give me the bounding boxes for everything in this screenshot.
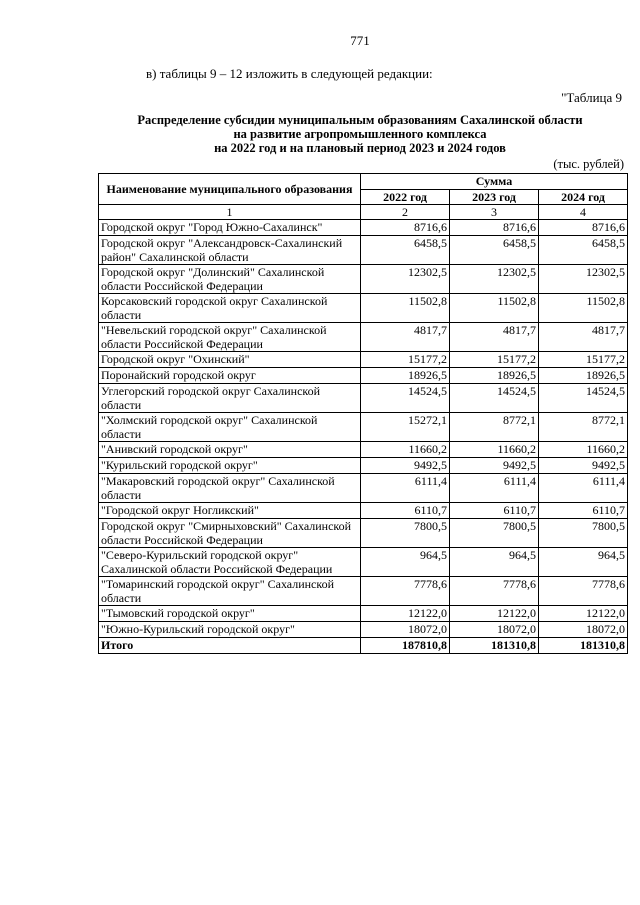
value-2024: 8716,6 bbox=[539, 220, 628, 236]
value-2023: 18926,5 bbox=[450, 368, 539, 384]
page-number: 771 bbox=[350, 33, 370, 48]
value-2022: 11502,8 bbox=[361, 294, 450, 323]
value-2024: 18926,5 bbox=[539, 368, 628, 384]
value-2023: 15177,2 bbox=[450, 352, 539, 368]
municipality-name: Городской округ "Александровск-Сахалинский район" Сахалинской области bbox=[99, 236, 361, 265]
value-2024: 12122,0 bbox=[539, 606, 628, 622]
table-row bbox=[99, 442, 628, 458]
subsidies-table bbox=[98, 173, 628, 654]
table-row bbox=[99, 474, 628, 503]
table-row bbox=[99, 323, 628, 352]
value-2024: 11660,2 bbox=[539, 442, 628, 458]
value-2022: 9492,5 bbox=[361, 458, 450, 474]
municipality-name: "Невельский городской округ" Сахалинской области Российской Федерации bbox=[99, 323, 361, 352]
municipality-name: "Макаровский городской округ" Сахалинской области bbox=[99, 474, 361, 503]
municipality-name: Городской округ "Долинский" Сахалинской области Российской Федерации bbox=[99, 265, 361, 294]
table-row bbox=[99, 413, 628, 442]
value-2023: 8772,1 bbox=[450, 413, 539, 442]
value-2023: 4817,7 bbox=[450, 323, 539, 352]
column-number: 1 bbox=[99, 205, 361, 220]
municipality-name: Углегорский городской округ Сахалинской области bbox=[99, 384, 361, 413]
municipality-name: Городской округ "Город Южно-Сахалинск" bbox=[99, 220, 361, 236]
total-2024: 181310,8 bbox=[539, 638, 628, 654]
heading-line-3: на 2022 год и на плановый период 2023 и 2024 годов bbox=[214, 141, 506, 155]
value-2022: 11660,2 bbox=[361, 442, 450, 458]
table-row bbox=[99, 622, 628, 638]
value-2022: 14524,5 bbox=[361, 384, 450, 413]
value-2023: 9492,5 bbox=[450, 458, 539, 474]
value-2023: 7800,5 bbox=[450, 519, 539, 548]
value-2024: 7800,5 bbox=[539, 519, 628, 548]
table-row bbox=[99, 368, 628, 384]
value-2024: 8772,1 bbox=[539, 413, 628, 442]
value-2024: 6110,7 bbox=[539, 503, 628, 519]
value-2023: 8716,6 bbox=[450, 220, 539, 236]
table-row bbox=[99, 220, 628, 236]
value-2024: 15177,2 bbox=[539, 352, 628, 368]
header-year-2024: 2024 год bbox=[539, 189, 628, 205]
municipality-name: "Тымовский городской округ" bbox=[99, 606, 361, 622]
value-2022: 6458,5 bbox=[361, 236, 450, 265]
table-row bbox=[99, 577, 628, 606]
municipality-name: Городской округ "Смирныховский" Сахалинской области Российской Федерации bbox=[99, 519, 361, 548]
table-row bbox=[99, 548, 628, 577]
value-2022: 7778,6 bbox=[361, 577, 450, 606]
value-2024: 12302,5 bbox=[539, 265, 628, 294]
header-year-2023: 2023 год bbox=[450, 189, 539, 205]
value-2023: 14524,5 bbox=[450, 384, 539, 413]
intro-text: в) таблицы 9 – 12 изложить в следующей редакции: bbox=[146, 66, 433, 81]
value-2022: 12302,5 bbox=[361, 265, 450, 294]
municipality-name: "Северо-Курильский городской округ" Сахалинской области Российской Федерации bbox=[99, 548, 361, 577]
total-row bbox=[99, 638, 628, 654]
table-caption: "Таблица 9 bbox=[561, 90, 622, 105]
value-2023: 964,5 bbox=[450, 548, 539, 577]
municipality-name: "Холмский городской округ" Сахалинской области bbox=[99, 413, 361, 442]
table-row bbox=[99, 384, 628, 413]
value-2023: 6111,4 bbox=[450, 474, 539, 503]
heading-line-1: Распределение субсидии муниципальным образованиям Сахалинской области bbox=[137, 113, 583, 127]
value-2022: 15272,1 bbox=[361, 413, 450, 442]
value-2022: 8716,6 bbox=[361, 220, 450, 236]
header-sum: Сумма bbox=[361, 174, 628, 190]
municipality-name: Городской округ "Охинский" bbox=[99, 352, 361, 368]
table-row bbox=[99, 519, 628, 548]
value-2022: 7800,5 bbox=[361, 519, 450, 548]
municipality-name: "Городской округ Ногликский" bbox=[99, 503, 361, 519]
municipality-name: Поронайский городской округ bbox=[99, 368, 361, 384]
value-2024: 4817,7 bbox=[539, 323, 628, 352]
value-2023: 12122,0 bbox=[450, 606, 539, 622]
value-2022: 6110,7 bbox=[361, 503, 450, 519]
total-2023: 181310,8 bbox=[450, 638, 539, 654]
table-heading bbox=[100, 113, 620, 155]
value-2022: 18926,5 bbox=[361, 368, 450, 384]
value-2022: 6111,4 bbox=[361, 474, 450, 503]
column-number: 3 bbox=[450, 205, 539, 220]
value-2023: 6458,5 bbox=[450, 236, 539, 265]
table-row bbox=[99, 606, 628, 622]
table-row bbox=[99, 352, 628, 368]
units-label: (тыс. рублей) bbox=[553, 157, 624, 171]
municipality-name: Корсаковский городской округ Сахалинской области bbox=[99, 294, 361, 323]
table-row bbox=[99, 236, 628, 265]
total-label: Итого bbox=[99, 638, 361, 654]
value-2023: 11502,8 bbox=[450, 294, 539, 323]
value-2022: 964,5 bbox=[361, 548, 450, 577]
table-row bbox=[99, 458, 628, 474]
table-row bbox=[99, 503, 628, 519]
header-name: Наименование муниципального образования bbox=[99, 174, 361, 205]
column-number: 4 bbox=[539, 205, 628, 220]
municipality-name: "Томаринский городской округ" Сахалинской области bbox=[99, 577, 361, 606]
value-2023: 6110,7 bbox=[450, 503, 539, 519]
header-year-2022: 2022 год bbox=[361, 189, 450, 205]
value-2023: 12302,5 bbox=[450, 265, 539, 294]
value-2023: 18072,0 bbox=[450, 622, 539, 638]
value-2024: 14524,5 bbox=[539, 384, 628, 413]
value-2024: 6111,4 bbox=[539, 474, 628, 503]
value-2022: 12122,0 bbox=[361, 606, 450, 622]
value-2024: 7778,6 bbox=[539, 577, 628, 606]
table-row bbox=[99, 265, 628, 294]
value-2022: 18072,0 bbox=[361, 622, 450, 638]
table-row bbox=[99, 294, 628, 323]
value-2024: 11502,8 bbox=[539, 294, 628, 323]
heading-line-2: на развитие агропромышленного комплекса bbox=[233, 127, 487, 141]
value-2023: 7778,6 bbox=[450, 577, 539, 606]
value-2022: 4817,7 bbox=[361, 323, 450, 352]
column-number: 2 bbox=[361, 205, 450, 220]
municipality-name: "Анивский городской округ" bbox=[99, 442, 361, 458]
total-2022: 187810,8 bbox=[361, 638, 450, 654]
value-2024: 9492,5 bbox=[539, 458, 628, 474]
value-2024: 964,5 bbox=[539, 548, 628, 577]
value-2023: 11660,2 bbox=[450, 442, 539, 458]
value-2022: 15177,2 bbox=[361, 352, 450, 368]
municipality-name: "Южно-Курильский городской округ" bbox=[99, 622, 361, 638]
municipality-name: "Курильский городской округ" bbox=[99, 458, 361, 474]
value-2024: 18072,0 bbox=[539, 622, 628, 638]
value-2024: 6458,5 bbox=[539, 236, 628, 265]
